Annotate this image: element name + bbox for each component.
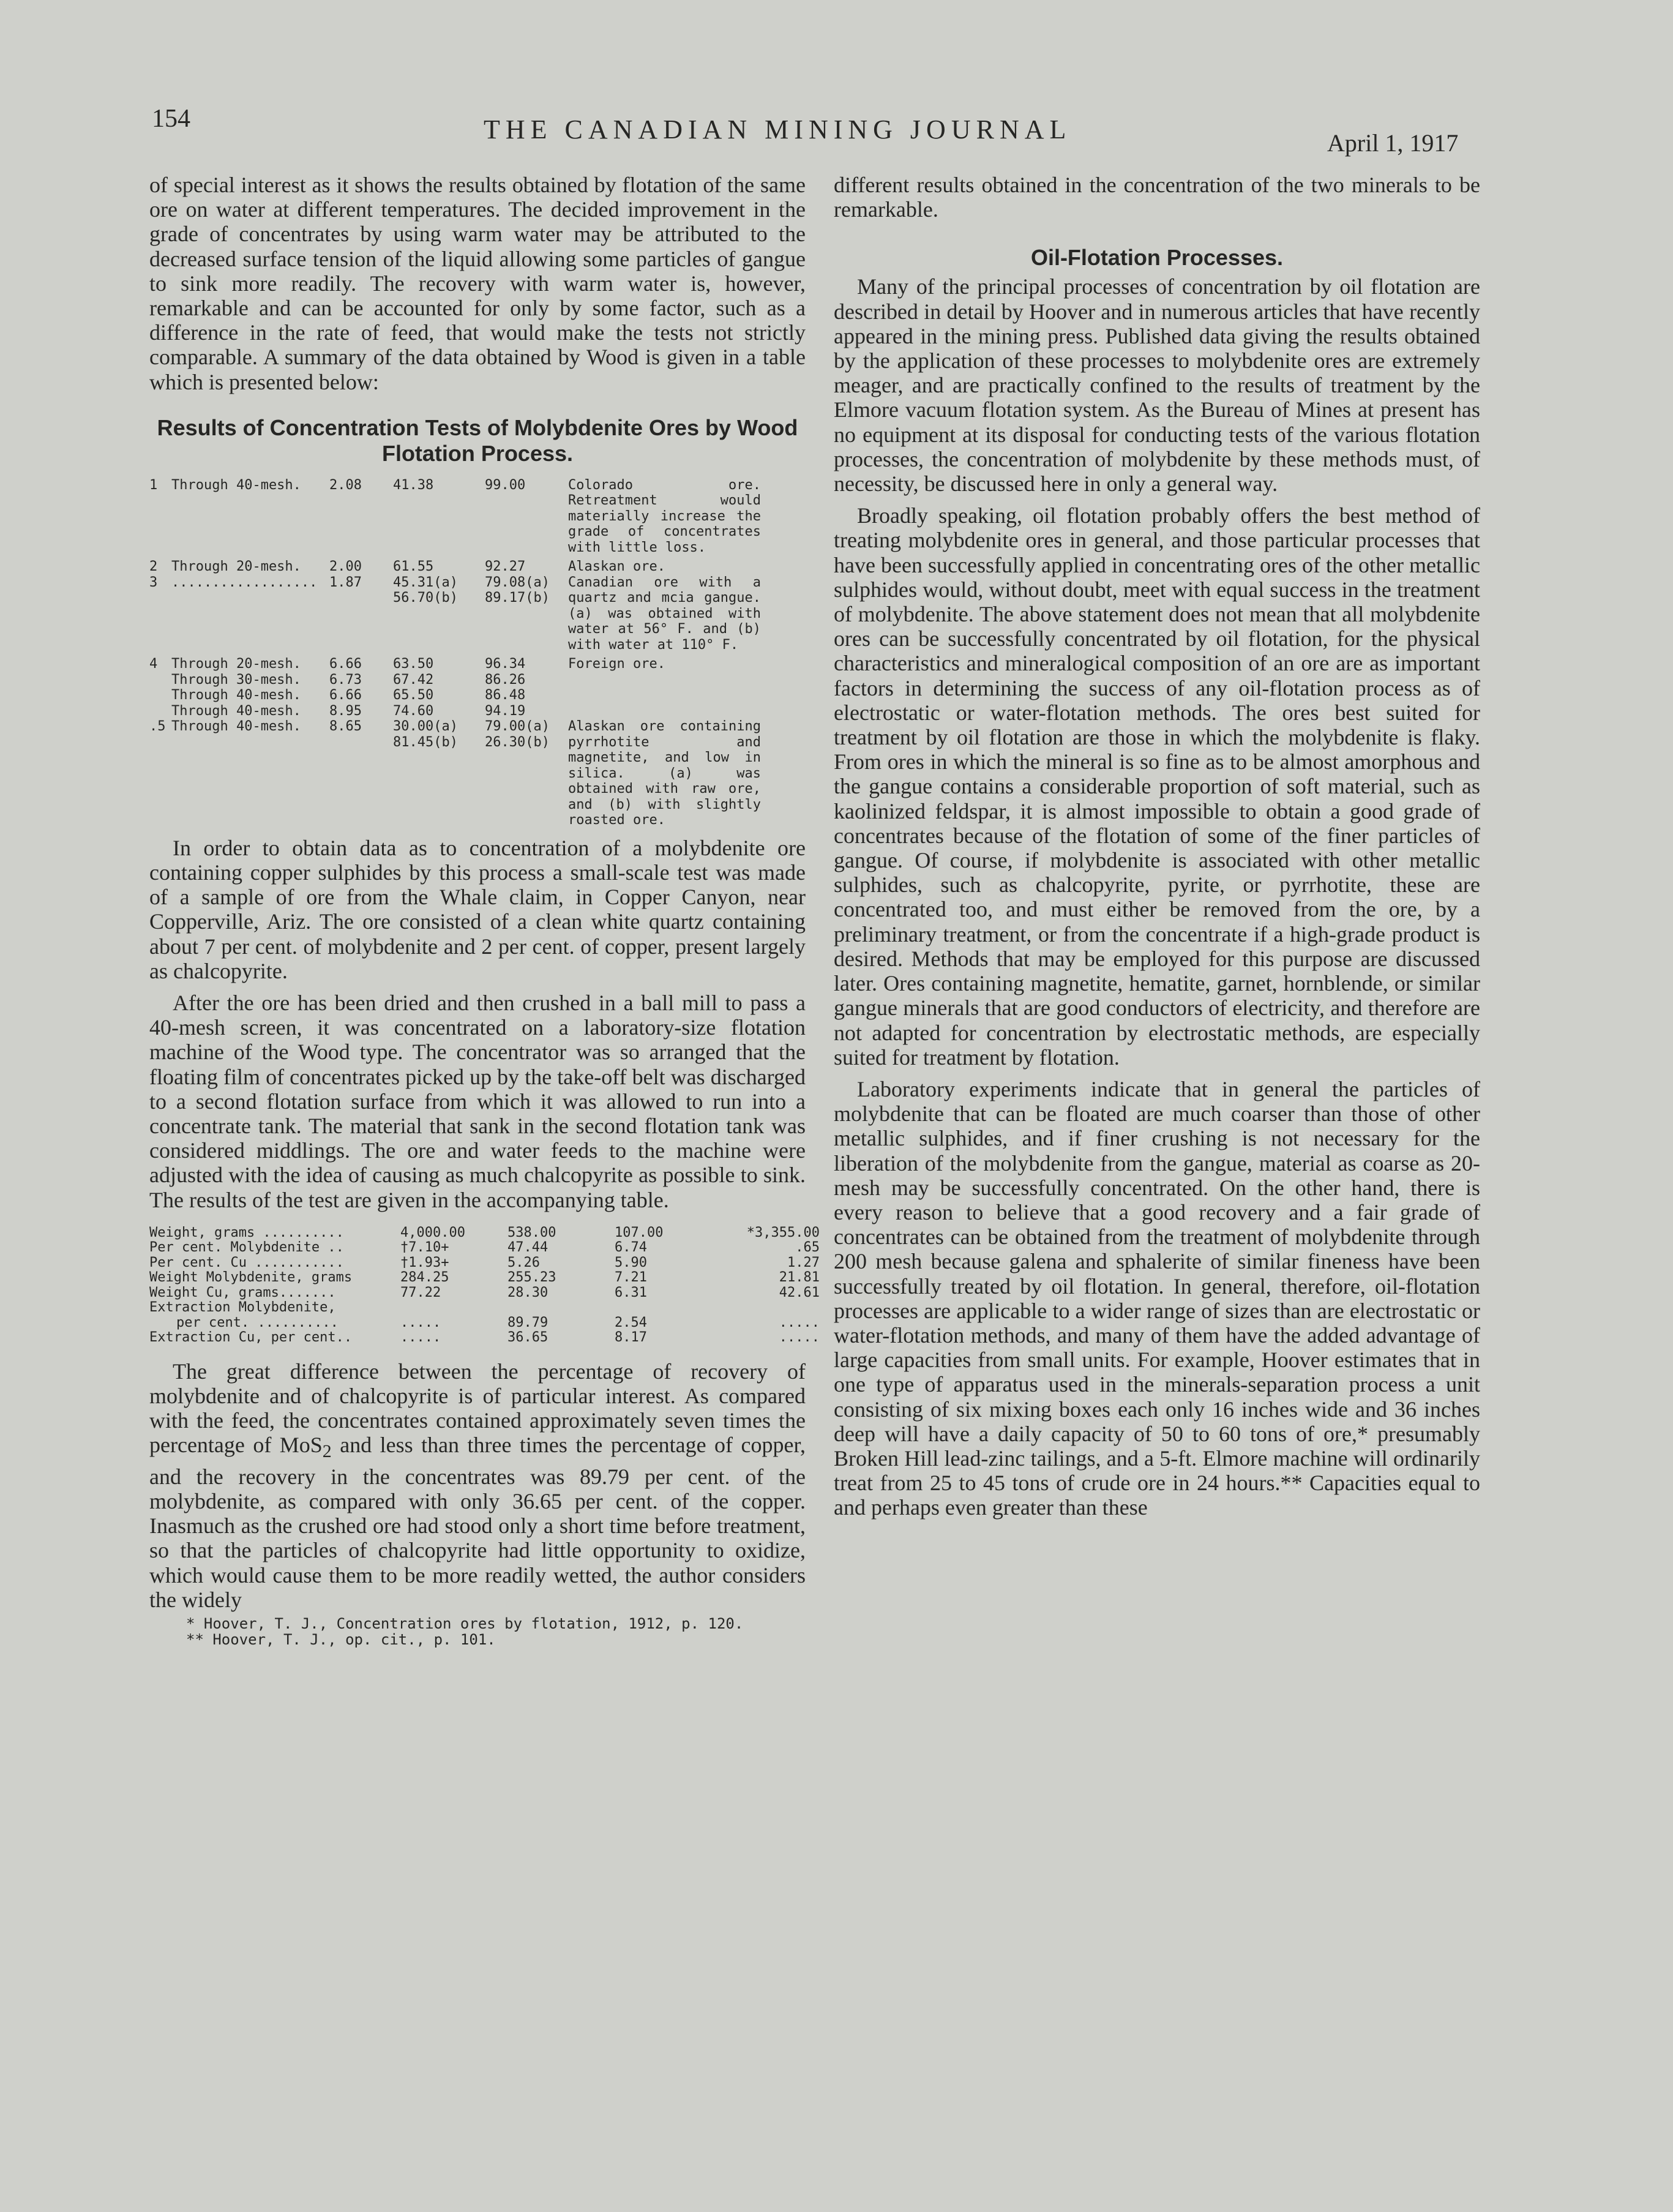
left-paragraph-3: After the ore has been dried and then crushed in a ball mill to pass a 40-mesh screen, it was concentrated on a laboratory-size flotation machine of the Wood type. The concentrator was so arranged that the floating film of concentrates picked up by the take-off belt was discharged to a second flotation surface from which it was allowed to run into a concentrate tank. The material that sank in the second flotation tank was considered middlings. The ore and water feeds to the machine were adjusted with the idea of causing as much chalcopyrite as possible to sink. The results of the test are given in the accompanying table.	[149, 991, 806, 1212]
table-row	[149, 719, 806, 828]
grade-value: 45.31(a) 56.70(b)	[393, 574, 458, 606]
concentrates-value: 28.30	[507, 1284, 548, 1300]
middlings-value: 6.31	[615, 1284, 647, 1300]
grade-value: 41.38	[393, 477, 434, 493]
concentrates-value: 255.23	[507, 1270, 556, 1286]
table-row	[149, 575, 806, 653]
weight-value: 2.00	[329, 559, 362, 575]
recovery-value: 96.34	[485, 656, 526, 672]
middlings-value: 5.90	[615, 1254, 647, 1270]
subscript: 2	[322, 1441, 332, 1462]
concentrates-value: 538.00	[507, 1224, 556, 1240]
weight-value: 6.66	[329, 656, 362, 672]
table-row	[149, 1254, 820, 1271]
wood-results-table	[149, 478, 806, 828]
test-number: 3	[149, 574, 158, 590]
table-row	[149, 559, 806, 575]
table-row	[149, 672, 806, 688]
row-label: per cent. ..........	[176, 1314, 339, 1330]
tailings-value: .65	[795, 1240, 820, 1256]
mesh-size: Through 30-mesh.	[171, 672, 301, 688]
wood-table-title: Results of Concentration Tests of Molybdenite Ores by Wood Flotation Process.	[157, 414, 798, 466]
mesh-size: Through 40-mesh.	[171, 477, 301, 493]
middlings-value	[615, 1300, 722, 1316]
remarks: Alaskan ore containing pyrrhotite and magnetite, and low in silica. (a) was obtained with raw ore, and (b) with slightly roasted ore.	[568, 719, 761, 828]
recovery-value: 99.00	[485, 477, 526, 493]
middlings-value: 107.00	[615, 1224, 664, 1240]
table-row	[149, 688, 806, 703]
concentrates-value: 89.79	[507, 1314, 548, 1330]
row-label: Extraction Molybdenite,	[149, 1300, 336, 1316]
remarks: Canadian ore with a quartz and mcia gangue. (a) was obtained with water at 56° F. and (b) with water at 110° F.	[568, 574, 761, 653]
tailings-value: 1.27	[787, 1254, 820, 1270]
middlings-value: 2.54	[615, 1314, 647, 1330]
page-number: 154	[152, 105, 190, 133]
remarks: Colorado ore. Retreatment would materially increase the grade of concentrates with little loss.	[568, 477, 761, 555]
tailings-value: *3,355.00	[746, 1224, 820, 1240]
copper-test-table	[149, 1224, 820, 1346]
footnote: * Hoover, T. J., Concentration ores by flotation, 1912, p. 120.	[186, 1615, 744, 1633]
table-row	[149, 1240, 820, 1256]
feed-value: .....	[400, 1330, 441, 1346]
left-paragraph-4	[149, 1359, 806, 1612]
middlings-value: 7.21	[615, 1270, 647, 1286]
paragraph-text: The great difference between the percentage of recovery of molybdenite and of chalcopyrite is of particular interest. As compared with the feed, the concentrates contained approximately seven times the percentage of MoS	[149, 1359, 806, 1458]
table-row	[149, 1284, 820, 1301]
row-label: Per cent. Cu ...........	[149, 1254, 344, 1270]
table-row	[149, 478, 806, 556]
footnotes	[149, 1616, 806, 1648]
grade-value: 30.00(a) 81.45(b)	[393, 719, 458, 750]
tailings-value: 21.81	[779, 1270, 820, 1286]
weight-value: 1.87	[329, 574, 362, 590]
grade-value: 63.50	[393, 656, 434, 672]
concentrates-value: 36.65	[507, 1330, 548, 1346]
right-paragraph-4: Laboratory experiments indicate that in general the particles of molybdenite that can be floated are much coarser than those of other metallic sulphides, and if finer crushing is not necessary for the liberation of the molybdenite from the gangue, material as coarse as 20-mesh may be successfully concentrated. On the other hand, there is every reason to believe that a good recovery and a fair grade of concentrates can be obtained from the treatment of molybdenite through 200 mesh because galena and sphalerite of similar fineness have been successfully treated by oil flotation. In general, therefore, oil-flotation processes are applicable to a wider range of sizes than are electrostatic or water-flotation methods, and many of them have the added advantage of large capacities from small units. For example, Hoover estimates that in one type of apparatus used in the minerals-separation process a unit consisting of six mixing boxes each only 16 inches wide and 36 inches deep will have a daily capacity of 50 to 60 tons of ore,* presumably Broken Hill lead-zinc tailings, and a 5-ft. Elmore machine will ordinarily treat from 25 to 45 tons of crude ore in 24 hours.** Capacities equal to and perhaps even greater than these	[834, 1076, 1480, 1520]
grade-value: 61.55	[393, 559, 434, 575]
grade-value: 74.60	[393, 703, 434, 719]
weight-value: 6.73	[329, 672, 362, 688]
table-row	[149, 656, 806, 672]
weight-value: 6.66	[329, 688, 362, 703]
test-number: 2	[149, 559, 158, 575]
tailings-value	[722, 1300, 820, 1316]
grade-value: 67.42	[393, 672, 434, 688]
recovery-value: 79.00(a) 26.30(b)	[485, 719, 550, 750]
mesh-size: Through 40-mesh.	[171, 719, 301, 735]
left-paragraph-1: of special interest as it shows the results obtained by flotation of the same ore on water at different temperatures. The decided improvement in the grade of concentrates by using warm water may be attributed to the decreased surface tension of the liquid allowing some particles of gangue to sink more readily. The recovery with warm water is, however, remarkable and can be accounted for only by some factor, such as a difference in the rate of feed, that would make the tests not strictly comparable. A summary of the data obtained by Wood is given in a table which is presented below:	[149, 173, 806, 394]
recovery-value: 79.08(a) 89.17(b)	[485, 574, 550, 606]
table-row	[149, 1314, 820, 1331]
tailings-value: .....	[779, 1314, 820, 1330]
row-label: Weight, grams ..........	[149, 1224, 344, 1240]
table-row	[149, 703, 806, 719]
journal-title: THE CANADIAN MINING JOURNAL	[484, 114, 1072, 144]
test-number: .5	[149, 719, 166, 735]
feed-value: 77.22	[400, 1284, 441, 1300]
feed-value: 284.25	[400, 1270, 449, 1286]
recovery-value: 86.48	[485, 688, 526, 703]
paragraph-text: and less than three times the percentage of copper, and the recovery in the concentrates was 89.79 per cent. of the molybdenite, as compared with only 36.65 per cent. of the copper. Inasmuch as the crushed ore had stood only a short time before treatment, so that the particles of chalcopyrite had little opportunity to oxidize, which would cause them to be more readily wetted, the author considers the widely	[149, 1433, 806, 1612]
table-row	[149, 1224, 820, 1241]
right-paragraph-3: Broadly speaking, oil flotation probably offers the best method of treating molybdenite ores in general, and those particular processes that have been successfully applied in concentrating ores of the other metallic sulphides would, without doubt, meet with equal success in the treatment of molybdenite. The above statement does not mean that all molybdenite ores can be successfully concentrated by oil flotation, for the physical characteristics and mineralogical composition of an ore are as important factors in determining the success of any oil-flotation process as of electrostatic or water-flotation methods. The ores best suited for treatment by oil flotation are those in which the molybdenite is flaky. From ores in which the mineral is so fine as to be almost amorphous and the gangue contains a considerable proportion of soft material, such as kaolinized feldspar, it is almost impossible to obtain a good grade of concentrates because of the flotation of some of the finer particles of gangue. Of course, if molybdenite is associated with other metallic sulphides, such as chalcopyrite, pyrite, or pyrrhotite, these are concentrated too, and must either be removed from the ore, by a preliminary treatment, or from the concentrate if a high-grade product is desired. Methods that may be employed for this purpose are discussed later. Ores containing magnetite, hematite, garnet, hornblende, or similar gangue minerals that are good conductors of electricity, and therefore are not adapted for concentration by electrostatic methods, are especially suited for treatment by flotation.	[834, 503, 1480, 1070]
remarks: Alaskan ore.	[568, 559, 665, 575]
concentrates-value	[507, 1300, 615, 1316]
concentrates-value: 5.26	[507, 1254, 540, 1270]
feed-value: †1.93+	[400, 1254, 449, 1270]
mesh-size: Through 20-mesh.	[171, 559, 301, 575]
row-label: Weight Molybdenite, grams	[149, 1270, 353, 1286]
tailings-value: 42.61	[779, 1284, 820, 1300]
left-paragraph-2: In order to obtain data as to concentration of a molybdenite ore containing copper sulphides by this process a small-scale test was made of a sample of ore from the Whale claim, in Copper Canyon, near Copperville, Ariz. The ore consisted of a clean white quartz containing about 7 per cent. of molybdenite and 2 per cent. of copper, present largely as chalcopyrite.	[149, 835, 806, 983]
feed-value: .....	[400, 1314, 441, 1330]
feed-value	[400, 1300, 507, 1316]
row-label: Weight Cu, grams.......	[149, 1284, 336, 1300]
recovery-value: 92.27	[485, 559, 526, 575]
weight-value: 8.95	[329, 703, 362, 719]
table-row	[149, 1270, 820, 1286]
remarks: Foreign ore.	[568, 656, 665, 672]
mesh-size: Through 40-mesh.	[171, 688, 301, 703]
recovery-value: 86.26	[485, 672, 526, 688]
weight-value: 8.65	[329, 719, 362, 735]
concentrates-value: 47.44	[507, 1240, 548, 1256]
left-column	[149, 173, 820, 1649]
grade-value: 65.50	[393, 688, 434, 703]
test-number: 4	[149, 656, 158, 672]
table-row	[149, 1330, 820, 1346]
right-paragraph-1: different results obtained in the concentration of the two minerals to be remarkable.	[834, 173, 1480, 222]
tailings-value: .....	[779, 1330, 820, 1346]
table-row	[149, 1300, 806, 1316]
middlings-value: 6.74	[615, 1240, 647, 1256]
middlings-value: 8.17	[615, 1330, 647, 1346]
right-paragraph-2: Many of the principal processes of concentration by oil flotation are described in detail by Hoover and in numerous articles that have recently appeared in the mining press. Published data giving the results obtained by the application of these processes to molybdenite ores are extremely meager, and are practically confined to the results of treatment by the Elmore vacuum flotation system. As the Bureau of Mines at present has no equipment at its disposal for conducting tests of the various flotation processes, the concentration of molybdenite by these methods must, of necessity, be discussed here in only a general way.	[834, 274, 1480, 497]
recovery-value: 94.19	[485, 703, 526, 719]
section-heading: Oil-Flotation Processes.	[1030, 245, 1284, 271]
mesh-size: Through 20-mesh.	[171, 656, 301, 672]
row-label: Per cent. Molybdenite ..	[149, 1240, 344, 1256]
mesh-size: ..................	[171, 574, 318, 590]
row-label: Extraction Cu, per cent..	[149, 1330, 353, 1346]
mesh-size: Through 40-mesh.	[171, 703, 301, 719]
right-column	[834, 173, 1480, 1520]
feed-value: 4,000.00	[400, 1224, 465, 1240]
issue-date: April 1, 1917	[1327, 129, 1459, 157]
test-number: 1	[149, 477, 158, 493]
footnote: ** Hoover, T. J., op. cit., p. 101.	[186, 1631, 496, 1649]
weight-value: 2.08	[329, 477, 362, 493]
feed-value: †7.10+	[400, 1240, 449, 1256]
